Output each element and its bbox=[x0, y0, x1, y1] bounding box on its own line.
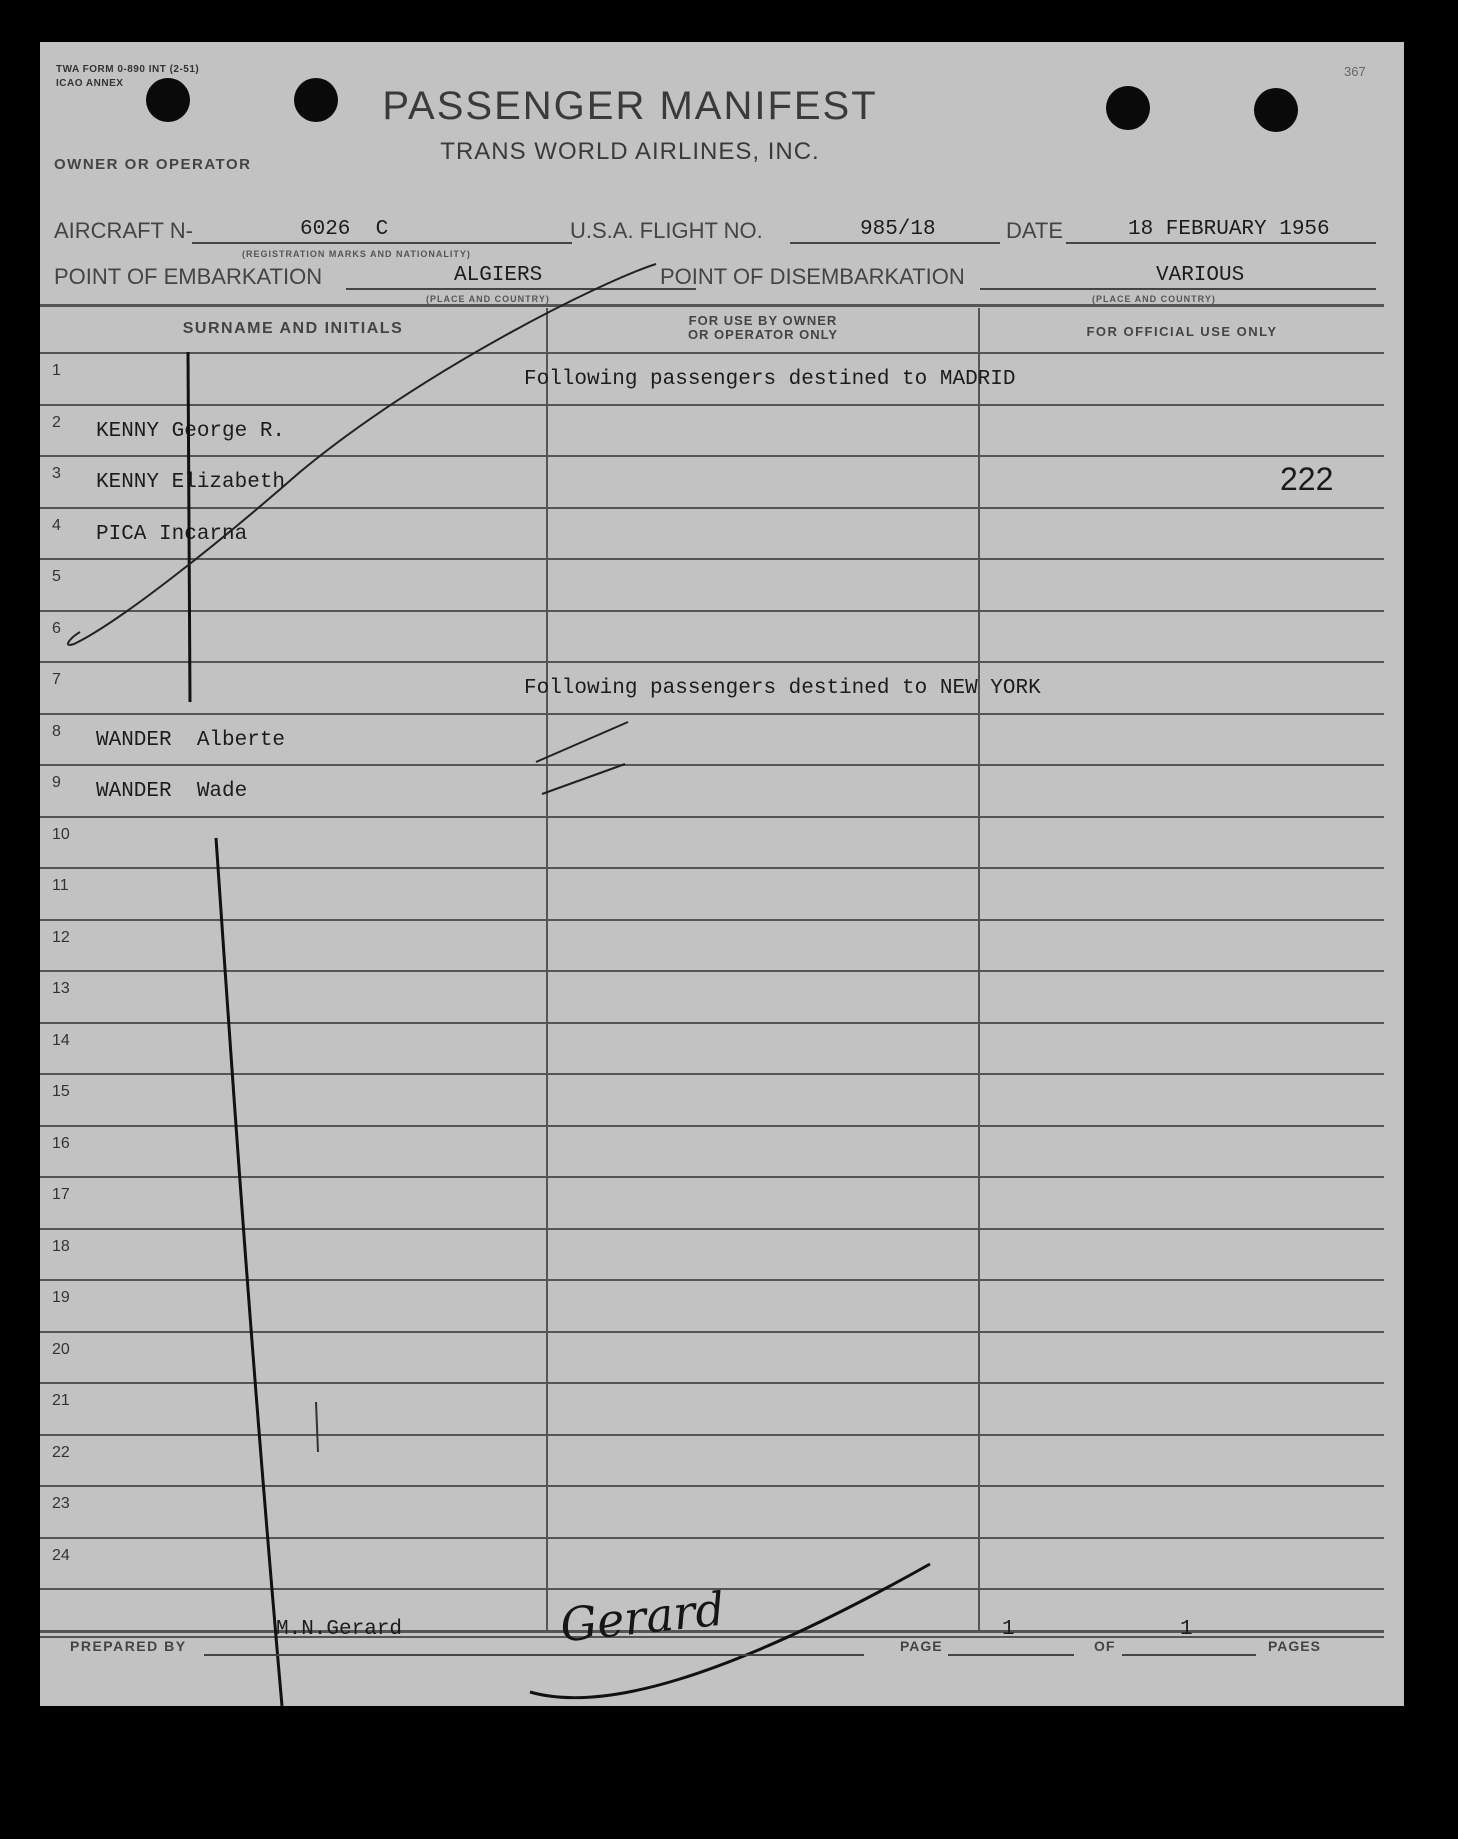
row-number: 10 bbox=[52, 826, 70, 843]
aircraft-label: AIRCRAFT N- bbox=[54, 218, 193, 243]
registration-note: (REGISTRATION MARKS AND NATIONALITY) bbox=[242, 249, 471, 259]
of-value: 1 bbox=[1180, 1618, 1193, 1641]
col-header-official: FOR OFFICIAL USE ONLY bbox=[1086, 324, 1278, 339]
pages-label: PAGES bbox=[1268, 1638, 1321, 1654]
owner-label: OWNER OR OPERATOR bbox=[54, 156, 252, 173]
place-note: (PLACE AND COUNTRY) bbox=[426, 294, 550, 304]
passenger-name: KENNY Elizabeth bbox=[96, 471, 286, 494]
prepared-value: M.N.Gerard bbox=[276, 1618, 403, 1641]
aircraft-value: 6026 C bbox=[300, 218, 389, 241]
row-number: 1 bbox=[52, 362, 61, 379]
date-value: 18 FEBRUARY 1956 bbox=[1128, 218, 1330, 241]
row-number: 16 bbox=[52, 1135, 70, 1152]
pen-bracket-bottom bbox=[216, 838, 282, 1706]
row-number: 9 bbox=[52, 774, 61, 791]
prepared-field-line bbox=[204, 1654, 864, 1656]
passenger-name: WANDER Alberte bbox=[96, 729, 286, 752]
pen-diagonal-stroke bbox=[68, 264, 656, 645]
official-code: 222 bbox=[1280, 461, 1334, 497]
page-value: 1 bbox=[1002, 1618, 1015, 1641]
destination-note: Following passengers destined to MADRID bbox=[524, 368, 1016, 391]
of-label: OF bbox=[1094, 1638, 1116, 1654]
row-number: 21 bbox=[52, 1392, 70, 1409]
embarkation-value: ALGIERS bbox=[454, 264, 543, 287]
col-header-owner-line2: OR OPERATOR ONLY bbox=[687, 327, 839, 342]
row-number: 6 bbox=[52, 620, 61, 637]
form-code: TWA FORM 0-890 INT (2-51) bbox=[56, 64, 200, 75]
row-number: 8 bbox=[52, 723, 61, 740]
passenger-name: WANDER Wade bbox=[96, 780, 248, 803]
manifest-sheet bbox=[40, 42, 1404, 1706]
row-number: 23 bbox=[52, 1495, 70, 1512]
row-number: 13 bbox=[52, 980, 70, 997]
signature: Gerard bbox=[557, 1581, 728, 1653]
passenger-name: PICA Incarna bbox=[96, 523, 248, 546]
embarkation-label: POINT OF EMBARKATION bbox=[54, 264, 323, 289]
row-number: 11 bbox=[52, 877, 69, 894]
disembarkation-value: VARIOUS bbox=[1156, 264, 1245, 287]
destination-note: Following passengers destined to NEW YORK bbox=[524, 677, 1041, 700]
row-number: 18 bbox=[52, 1238, 70, 1255]
pen-bracket-top bbox=[188, 352, 190, 702]
flight-label: U.S.A. FLIGHT NO. bbox=[570, 218, 763, 243]
row-number: 4 bbox=[52, 517, 61, 534]
form-annex: ICAO ANNEX bbox=[56, 78, 124, 89]
sheet-number: 367 bbox=[1344, 64, 1366, 79]
row-number: 17 bbox=[52, 1186, 70, 1203]
page-label: PAGE bbox=[900, 1638, 943, 1654]
row-number: 3 bbox=[52, 465, 61, 482]
row-number: 12 bbox=[52, 929, 70, 946]
pen-tick-small bbox=[316, 1402, 318, 1452]
col-header-owner-line1: FOR USE BY OWNER bbox=[688, 313, 838, 328]
place-note-2: (PLACE AND COUNTRY) bbox=[1092, 294, 1216, 304]
row-number: 5 bbox=[52, 568, 61, 585]
row-number: 14 bbox=[52, 1032, 70, 1049]
row-number: 2 bbox=[52, 414, 61, 431]
form-title: PASSENGER MANIFEST bbox=[382, 84, 878, 128]
row-number: 19 bbox=[52, 1289, 70, 1306]
of-field-line bbox=[1122, 1654, 1256, 1656]
row-number: 15 bbox=[52, 1083, 70, 1100]
row-number: 20 bbox=[52, 1341, 70, 1358]
disembarkation-label: POINT OF DISEMBARKATION bbox=[660, 264, 965, 289]
row-number: 7 bbox=[52, 671, 61, 688]
pen-marks bbox=[40, 42, 1404, 1706]
page-field-line bbox=[948, 1654, 1074, 1656]
date-label: DATE bbox=[1006, 218, 1064, 243]
row-number: 24 bbox=[52, 1547, 70, 1564]
passenger-name: KENNY George R. bbox=[96, 420, 286, 443]
flight-value: 985/18 bbox=[860, 218, 936, 241]
prepared-label: PREPARED BY bbox=[70, 1638, 187, 1654]
row-number: 22 bbox=[52, 1444, 70, 1461]
airline-name: TRANS WORLD AIRLINES, INC. bbox=[440, 138, 820, 165]
pen-tick bbox=[536, 722, 628, 794]
col-header-surname: SURNAME AND INITIALS bbox=[182, 320, 404, 337]
